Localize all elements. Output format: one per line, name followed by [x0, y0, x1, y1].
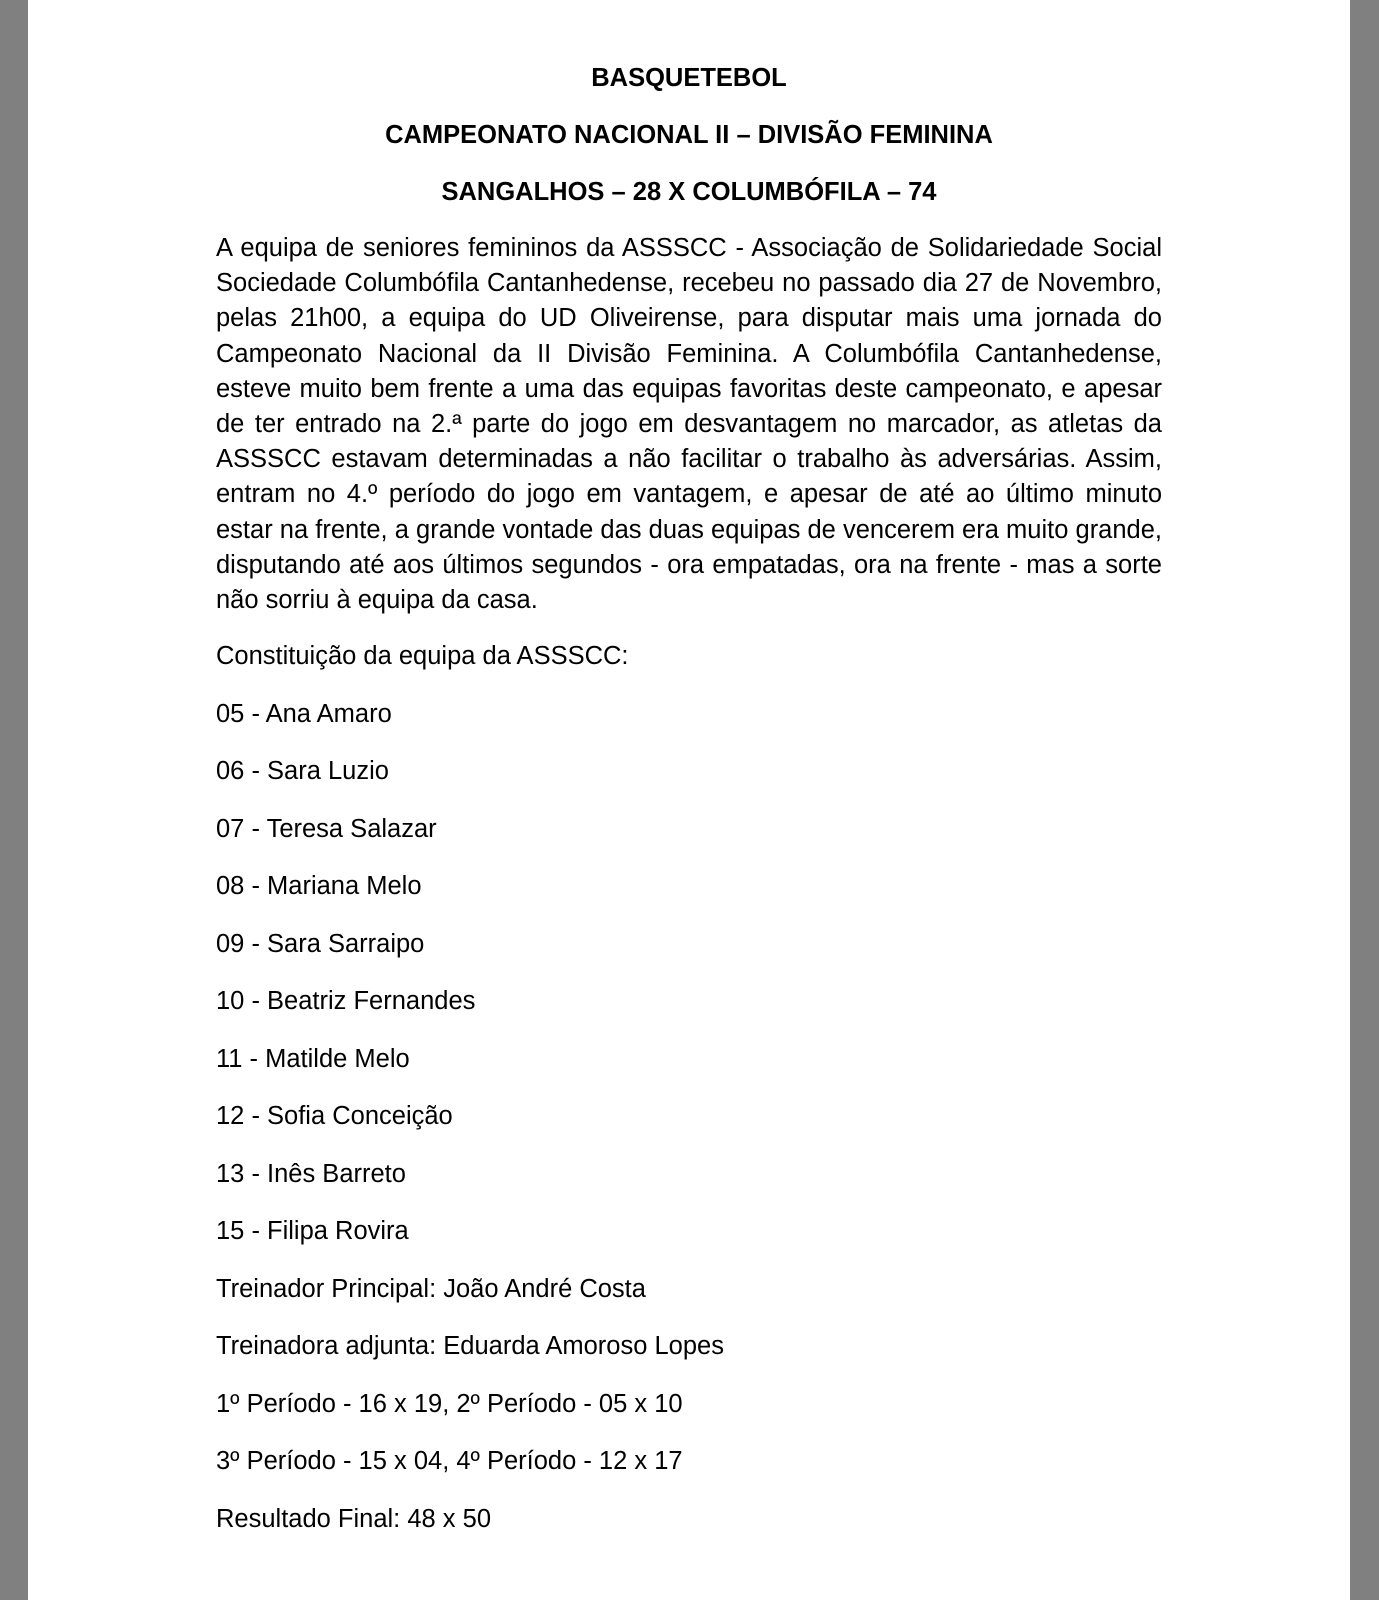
match-report-paragraph: A equipa de seniores femininos da ASSSCC - Associação de Solidariedade Social Sociedade Columbófila Cantanhedense, recebeu no passado dia 27 de Novembro, pelas 21h00, a equipa do UD Oliveirense, para disputar mais uma jornada do Campeonato Nacional da II Divisão Feminina. A Columbófila Cantanhedense, esteve muito bem frente a uma das equipas favoritas deste campeonato, e apesar de ter entrado na 2.ª parte do jogo em desvantagem no marcador, as atletas da ASSSCC estavam determinadas a não facilitar o trabalho às adversárias. Assim, entram no 4.º período do jogo em vantagem, e apesar de até ao último minuto estar na frente, a grande vontade das duas equipas de vencerem era muito grande, disputando até aos últimos segundos - ora empatadas, ora na frente - mas a sorte não sorriu à equipa da casa.: [216, 234, 1162, 615]
match-score-title: SANGALHOS – 28 X COLUMBÓFILA – 74: [441, 178, 937, 206]
player-item: 10 - Beatriz Fernandes: [216, 987, 476, 1016]
player-item: 07 - Teresa Salazar: [216, 814, 437, 843]
assistant-coach: Treinadora adjunta: Eduarda Amoroso Lopes: [216, 1332, 724, 1361]
player-item: 11 - Matilde Melo: [216, 1044, 410, 1073]
player-item: 05 - Ana Amaro: [216, 699, 392, 728]
player-item: 09 - Sara Sarraipo: [216, 929, 425, 958]
player-item: 13 - Inês Barreto: [216, 1159, 406, 1188]
period-scores-3-4: 3º Período - 15 x 04, 4º Período - 12 x 17: [216, 1447, 683, 1476]
document-content: [216, 60, 1162, 1558]
head-coach: Treinador Principal: João André Costa: [216, 1274, 646, 1303]
player-item: 08 - Mariana Melo: [216, 872, 422, 901]
player-item: 12 - Sofia Conceição: [216, 1102, 453, 1131]
sport-title: BASQUETEBOL: [591, 64, 787, 92]
player-item: 06 - Sara Luzio: [216, 757, 389, 786]
document-page: [28, 0, 1350, 1600]
championship-title: CAMPEONATO NACIONAL II – DIVISÃO FEMININA: [385, 121, 993, 149]
period-scores-1-2: 1º Período - 16 x 19, 2º Período - 05 x 10: [216, 1389, 683, 1418]
player-item: 15 - Filipa Rovira: [216, 1217, 409, 1246]
final-result: Resultado Final: 48 x 50: [216, 1504, 491, 1533]
team-heading: Constituição da equipa da ASSSCC:: [216, 642, 629, 671]
